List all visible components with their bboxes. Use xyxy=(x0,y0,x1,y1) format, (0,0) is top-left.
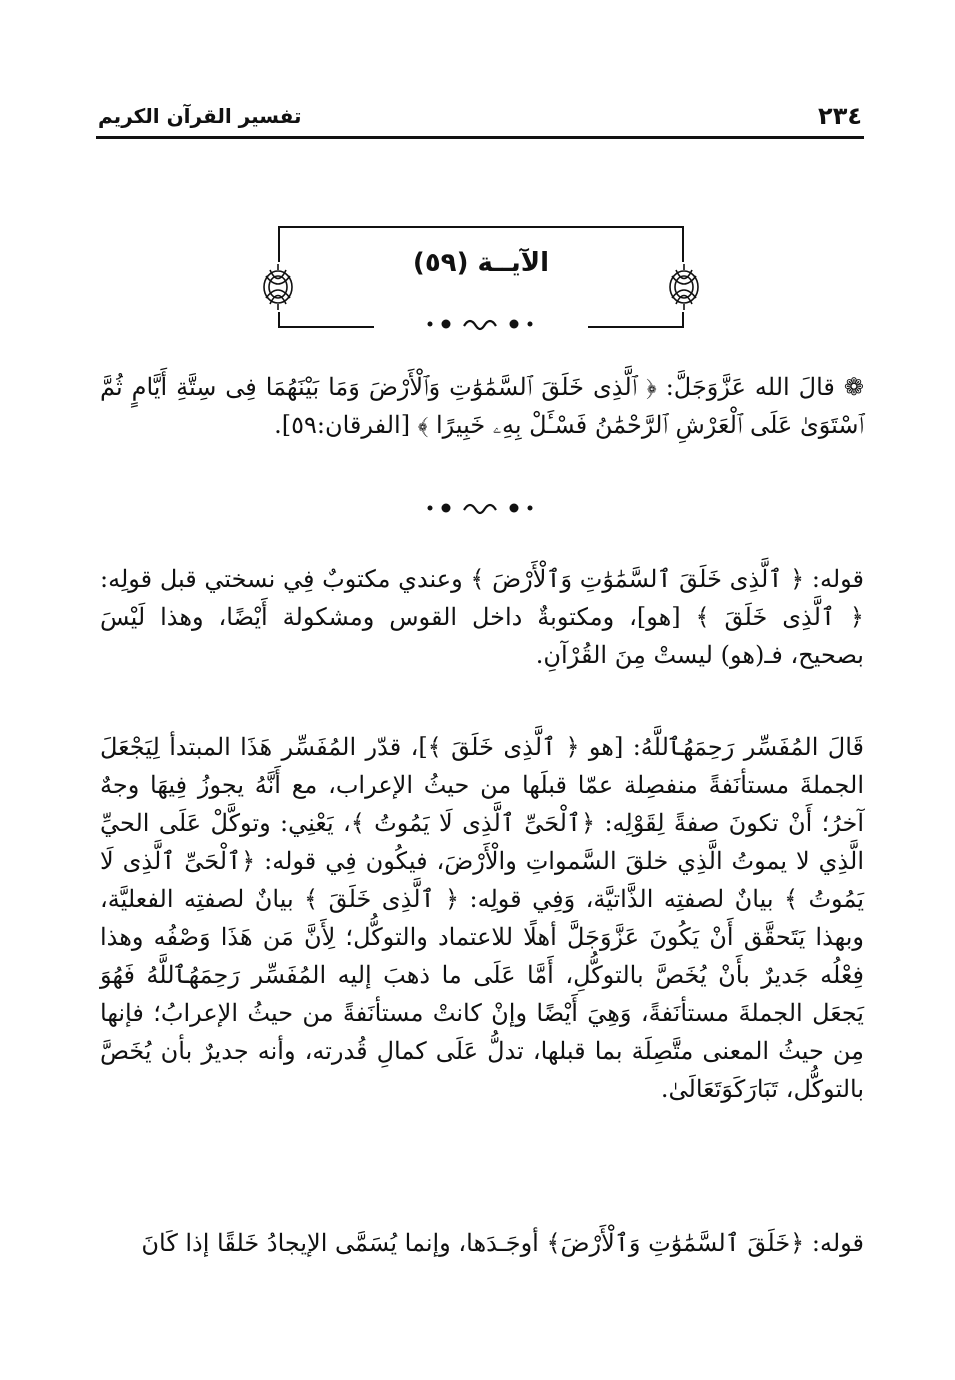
paragraph-text: قَالَ المُفَسِّر رَحِمَهُٱللَّهُ: [هو ﴿ ٱلَّذِى خَلَقَ ﴾]، قدّر المُفَسِّر هَذَا المبتدأ لِيَجْعَلَ الجملةَ مستأنَفةً منفصِلة عمّا قبلَها من حيثُ الإعراب، مع أَنَّهُ يجوزُ فِيهَا وجهٌ آخرُ؛ أَنْ تكونَ صفةً لِقَوْلِه: ﴿ٱلْحَىِّ ٱلَّذِى لَا يَمُوتُ ﴾، يَعْنِي: وتوكَّلْ عَلَى الحيِّ الَّذِي لا يموتُ الَّذِي خلقَ السَّمواتِ والْأَرْضَ، فيكُون فِي قوله: ﴿ٱلْحَىِّ ٱلَّذِى لَا يَمُوتُ ﴾ بيانٌ لصفتِه الذَّاتيَّة، وَفِي قولِه: ﴿ ٱلَّذِى خَلَقَ ﴾ بيانٌ لصفتِه الفعليَّة، وبهذا يَتَحقَّق أَنْ يَكُونَ عَزَّوَجَلَّ أهلًا للاعتماد والتوكُّل؛ لِأَنَّ مَن هَذَا وَصْفُه وهذا فِعْلُه جَديرٌ بأَنْ يُخَصَّ بالتوكُّلِ، أَمَّا عَلَى ما ذهبَ إليه المُفَسِّر رَحِمَهُٱللَّهُ فَهُوَ يَجعَل الجملةَ مستأنَفةً، وَهِيَ أَيْضًا وإنْ كانتْ مستأنَفةً من حيثُ الإعرابُ؛ فإنها مِن حيثُ المعنى متَّصِلَة بما قبلها، تدلُّ عَلَى كمالِ قُدرته، وأنه جديرٌ بأن يُخَصَّ بالتوكُّل، تَبَارَكَوَتَعَالَىٰ. xyxy=(100,733,864,1103)
divider-ornament-icon xyxy=(420,498,540,518)
book-title: تفسير القرآن الكريم xyxy=(98,104,302,128)
commentary-paragraph xyxy=(100,560,864,674)
paragraph-text: قوله: ﴿ ٱلَّذِى خَلَقَ ٱلسَّمَٰوَٰتِ وَٱلْأَرْضَ ﴾ وعندي مكتوبٌ فِي نسختي قبل قولِه: ﴿ ٱلَّذِى خَلَقَ ﴾ [هو]، ومكتوبةٌ داخل القوس ومشكولة أَيْضًا، وهذا لَيْسَ بصحيح، فـ(هو) ليستْ مِنَ القُرْآنِ. xyxy=(100,565,864,669)
commentary-paragraph xyxy=(100,728,864,1108)
verse-block xyxy=(100,368,864,444)
paragraph-text: قوله: ﴿خَلَقَ ٱلسَّمَٰوَٰتِ وَٱلْأَرْضَ﴾ أوجَـدَها، وإنما يُسَمَّى الإيجادُ خَلقًا إذا كَانَ xyxy=(141,1229,864,1257)
page-number: ٢٣٤ xyxy=(818,102,862,130)
verse-text: قالَ الله عَزَّوَجَلَّ: ﴿ ٱلَّذِى خَلَقَ ٱلسَّمَٰوَٰتِ وَٱلْأَرْضَ وَمَا بَيْنَهُمَا فِى سِتَّةِ أَيَّامٍ ثُمَّ ٱسْتَوَىٰ عَلَى ٱلْعَرْشِ ٱلرَّحْمَٰنُ فَسْـَٔلْ بِهِۦ خَبِيرًا ﴾ [الفرقان:٥٩]. xyxy=(100,373,864,439)
flower-marker-icon: ❁ xyxy=(843,373,864,401)
ayah-heading: الآيــة (٥٩) xyxy=(412,248,550,278)
commentary-paragraph xyxy=(100,1224,864,1262)
running-header xyxy=(96,100,864,139)
divider-ornament-icon xyxy=(420,314,540,334)
ayah-heading-frame xyxy=(268,226,694,328)
